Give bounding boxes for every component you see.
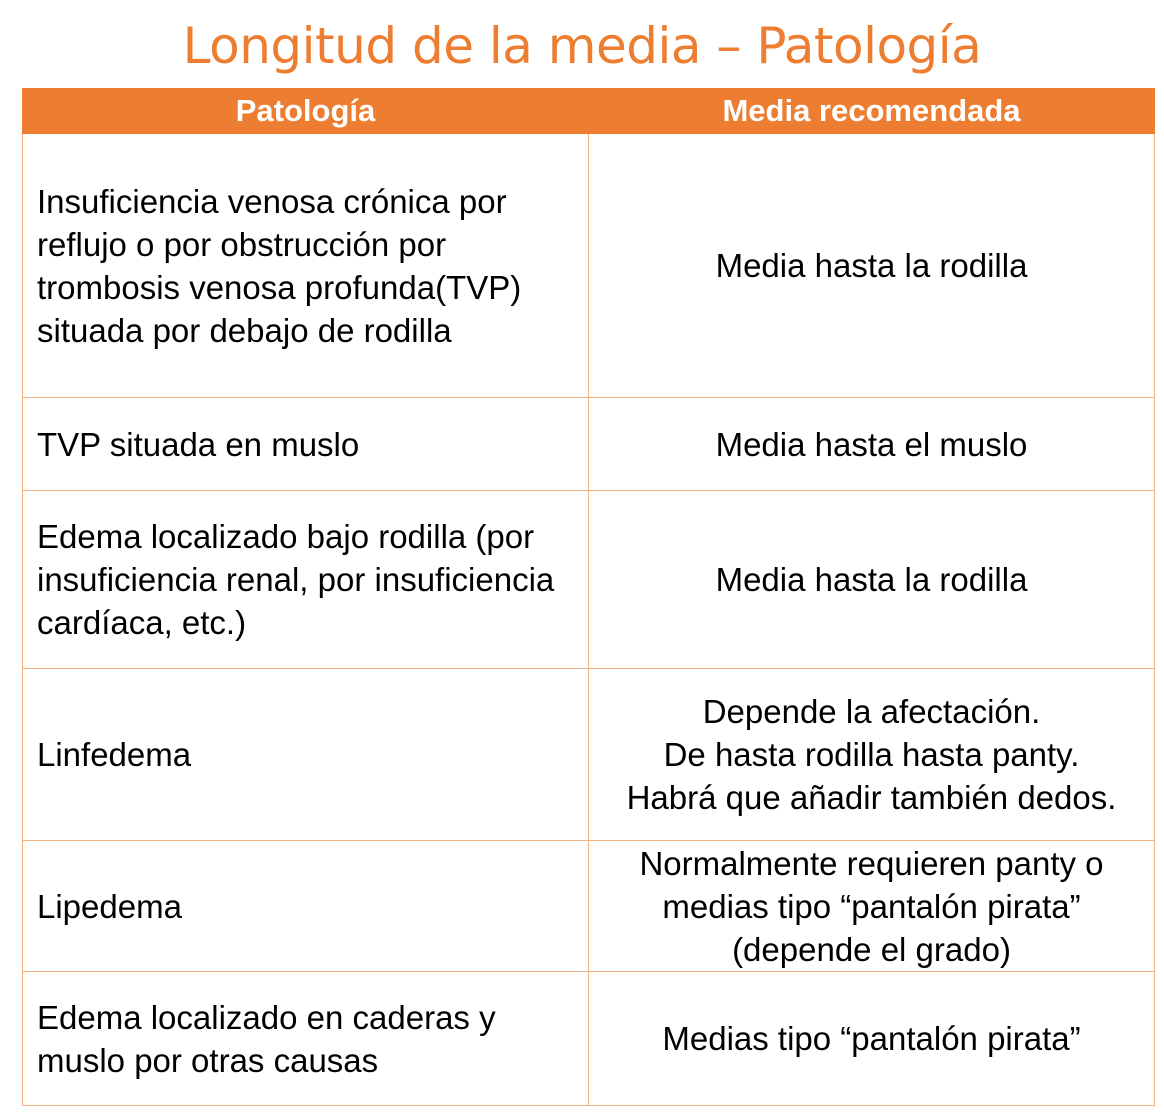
column-header-pathology: Patología — [23, 89, 589, 134]
pathology-cell: TVP situada en muslo — [23, 398, 589, 491]
recommendation-cell: Depende la afectación. De hasta rodilla hasta panty. Habrá que añadir también dedos. — [589, 669, 1155, 841]
pathology-table — [22, 88, 1155, 1106]
pathology-cell: Edema localizado en caderas y muslo por otras causas — [23, 972, 589, 1106]
pathology-cell: Lipedema — [23, 841, 589, 972]
recommendation-cell: Media hasta la rodilla — [589, 491, 1155, 669]
table-row — [23, 972, 1155, 1106]
table-row — [23, 491, 1155, 669]
pathology-cell: Linfedema — [23, 669, 589, 841]
recommendation-cell: Media hasta la rodilla — [589, 134, 1155, 398]
column-header-recommendation: Media recomendada — [589, 89, 1155, 134]
pathology-cell: Edema localizado bajo rodilla (por insuficiencia renal, por insuficiencia cardíaca, etc.) — [23, 491, 589, 669]
recommendation-cell: Medias tipo “pantalón pirata” — [589, 972, 1155, 1106]
table-row — [23, 398, 1155, 491]
recommendation-cell: Normalmente requieren panty o medias tipo “pantalón pirata” (depende el grado) — [589, 841, 1155, 972]
recommendation-cell: Media hasta el muslo — [589, 398, 1155, 491]
table-row — [23, 669, 1155, 841]
table-header-row — [23, 89, 1155, 134]
pathology-cell: Insuficiencia venosa crónica por reflujo o por obstrucción por trombosis venosa profunda(TVP) situada por debajo de rodilla — [23, 134, 589, 398]
page-title: Longitud de la media – Patología — [182, 17, 982, 75]
table-row — [23, 841, 1155, 972]
table-row — [23, 134, 1155, 398]
